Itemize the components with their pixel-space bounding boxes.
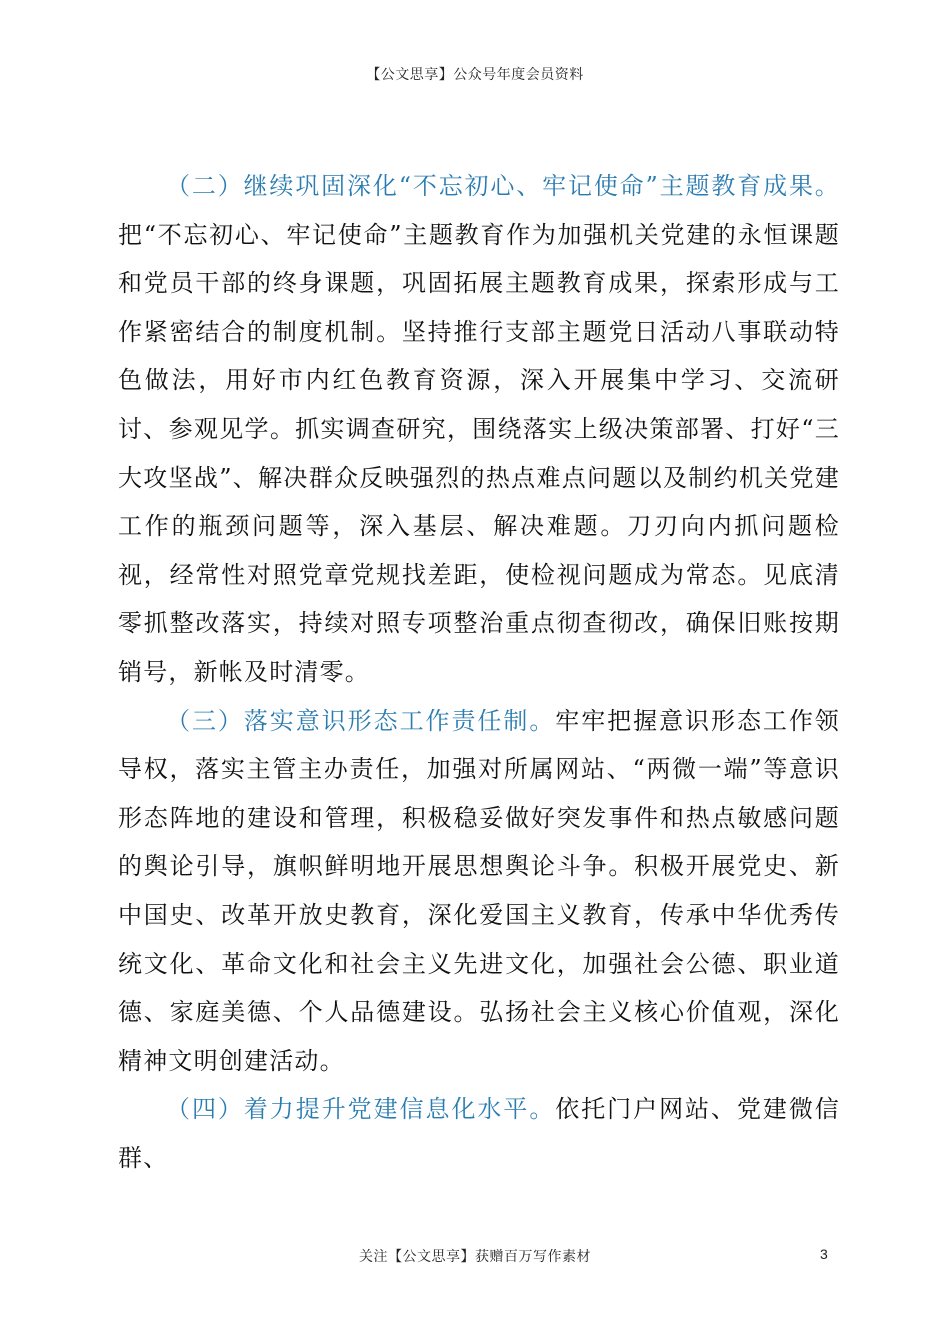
page-header: 【公文思享】公众号年度会员资料: [366, 67, 584, 83]
section-three-heading: （三）落实意识形态工作责任制。: [166, 706, 556, 735]
section-four-heading: （四）着力提升党建信息化水平。: [166, 1095, 556, 1124]
page-number: 3: [820, 1246, 828, 1262]
section-three-paragraph: [118, 697, 840, 1086]
section-two-paragraph: [118, 162, 840, 697]
section-four-body: 依托门户网站、党建微信群、: [118, 1095, 840, 1172]
section-two-heading: （二）继续巩固深化“不忘初心、牢记使命”主题教育成果。: [166, 172, 840, 200]
document-body: [118, 162, 840, 1182]
section-four-paragraph: [118, 1085, 840, 1182]
section-two-body: 把“不忘初心、牢记使命”主题教育作为加强机关党建的永恒课题和党员干部的终身课题，巩固拓展主题教育成果，探索形成与工作紧密结合的制度机制。坚持推行支部主题党日活动八事联动特色做法，用好市内红色教育资源，深入开展集中学习、交流研讨、参观见学。抓实调查研究，围绕落实上级决策部署、打好“三大攻坚战”、解决群众反映强烈的热点难点问题以及制约机关党建工作的瓶颈问题等，深入基层、解决难题。刀刃向内抓问题检视，经常性对照党章党规找差距，使检视问题成为常态。见底清零抓整改落实，持续对照专项整治重点彻查彻改，确保旧账按期销号，新帐及时清零。: [118, 220, 840, 686]
section-three-body: 牢牢把握意识形态工作领导权，落实主管主办责任，加强对所属网站、“两微一端”等意识形态阵地的建设和管理，积极稳妥做好突发事件和热点敏感问题的舆论引导，旗帜鲜明地开展思想舆论斗争。积极开展党史、新中国史、改革开放史教育，深化爱国主义教育，传承中华优秀传统文化、革命文化和社会主义先进文化，加强社会公德、职业道德、家庭美德、个人品德建设。弘扬社会主义核心价值观，深化精神文明创建活动。: [118, 706, 840, 1075]
page-footer: 关注【公文思享】获赠百万写作素材: [359, 1249, 591, 1265]
